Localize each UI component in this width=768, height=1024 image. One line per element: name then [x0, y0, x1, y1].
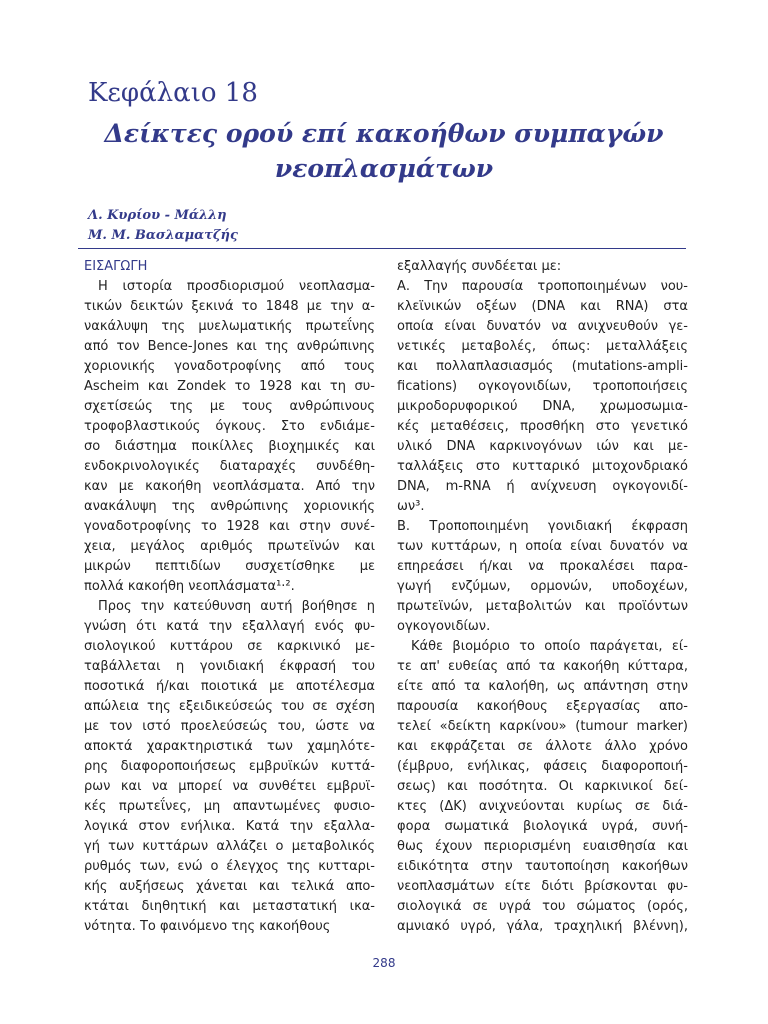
text-line: από τον Bence-Jones και της ανθρώπινης	[84, 339, 375, 354]
text-line: απώλεια της εξειδικεύσεώς του σε σχέση	[84, 699, 375, 714]
text-line: με τον ιστό προελεύσεώς του, ώστε να	[84, 719, 375, 734]
text-line: φορα σωματικά βιολογικά υγρά, συνή-	[397, 819, 688, 834]
text-line: και πολλαπλασιασμός (mutations-ampli-	[397, 359, 688, 374]
right-column-body	[397, 257, 688, 937]
chapter-label: Κεφάλαιο 18	[88, 78, 258, 108]
text-line: γή των κυττάρων αλλάζει ο μεταβολικός	[84, 839, 375, 854]
text-line: Η ιστορία προσδιορισμού νεοπλασμα-	[98, 279, 375, 294]
text-line: σιολογικού κυττάρου σε καρκινικό με-	[84, 639, 375, 654]
text-line: Β. Τροποποιημένη γονιδιακή έκφραση	[397, 519, 688, 534]
text-line: ειδικότητα στην ταυτοποίηση κακοήθων	[397, 859, 688, 874]
text-line: Κάθε βιομόριο το οποίο παράγεται, εί-	[411, 639, 688, 654]
text-line: των κυττάρων, η οποία είναι δυνατόν να	[397, 539, 688, 554]
author: Λ. Κυρίου - Μάλλη	[88, 208, 227, 223]
text-line: κτες (ΔΚ) ανιχνεύονται κυρίως σε διά-	[397, 799, 688, 814]
text-line: fications) ογκογονιδίων, τροποποιήσεις	[397, 379, 688, 394]
text-line: κλεϊνικών οξέων (DNA και RNA) στα	[397, 299, 688, 314]
text-line: σεως) και ποσότητα. Οι καρκινικοί δεί-	[397, 779, 688, 794]
title-line: Δείκτες ορού επί κακοήθων συμπαγών	[104, 119, 664, 148]
text-line: μικρών πεπτιδίων συσχετίσθηκε με	[84, 559, 375, 574]
text-line: γωγή ενζύμων, ορμονών, υποδοχέων,	[397, 579, 688, 594]
header-rule	[78, 248, 686, 249]
text-line: ποσοτικά ή/και ποιοτικά με αποτέλεσμα	[84, 679, 375, 694]
text-line: σιολογικά σε υγρά του σώματος (ορός,	[397, 899, 688, 914]
text-line: αποκτά χαρακτηριστικά των χαμηλότε-	[84, 739, 375, 754]
text-line: (έμβρυο, ενήλικας, φάσεις διαφοροποιή-	[397, 759, 688, 774]
text-line: ογκογονιδίων.	[397, 619, 491, 634]
page-number: 288	[372, 956, 396, 970]
text-line: νότητα. Το φαινόμενο της κακοήθους	[84, 919, 331, 934]
text-line: νακάλυψη της μυελωματικής πρωτεΐνης	[84, 319, 375, 334]
text-line: λογικά στον ενήλικα. Κατά την εξαλλα-	[84, 819, 375, 834]
text-line: σχετίσεώς της με τους ανθρώπινους	[84, 399, 375, 414]
left-column	[84, 257, 375, 937]
text-line: και εκφράζεται σε άλλοτε άλλο χρόνο	[397, 739, 688, 754]
text-line: Ascheim και Zondek το 1928 και τη συ-	[84, 379, 375, 394]
title-line: νεοπλασμάτων	[274, 154, 494, 183]
author: Μ. Μ. Βασλαματζής	[88, 228, 238, 243]
text-line: κτάται διηθητική και μεταστατική ικα-	[84, 899, 375, 914]
right-column	[397, 257, 688, 937]
text-line: εξαλλαγής συνδέεται με:	[397, 259, 562, 274]
text-line: χοριονικής γοναδοτροφίνης από τους	[84, 359, 375, 374]
text-line: νετικές μεταβολές, όπως: μεταλλάξεις	[397, 339, 688, 354]
text-line: πρωτεϊνών, μεταβολιτών και προϊόντων	[397, 599, 688, 614]
section-heading: ΕΙΣΑΓΩΓΗ	[84, 259, 148, 274]
text-line: ρυθμός των, ενώ ο έλεγχος της κυτταρι-	[84, 859, 375, 874]
text-line: ενδοκρινολογικές διαταραχές συνδέθη-	[84, 459, 375, 474]
text-line: τικών δεικτών ξεκινά το 1848 με την α-	[84, 299, 375, 314]
text-line: ων³.	[397, 499, 425, 514]
text-line: είτε από τα καλοήθη, ως απάντηση στην	[397, 679, 688, 694]
text-line: Προς την κατεύθυνση αυτή βοήθησε η	[98, 599, 375, 614]
text-line: χεια, μεγάλος αριθμός πρωτεϊνών και	[84, 539, 375, 554]
text-line: γνώση ότι κατά την εξαλλαγή ενός φυ-	[84, 619, 375, 634]
text-line: θως έχουν περιορισμένη ευαισθησία και	[397, 839, 688, 854]
text-line: κές μεταθέσεις, προσθήκη στο γενετικό	[397, 419, 688, 434]
text-line: επηρεάσει ή/και να προκαλέσει παρα-	[397, 559, 688, 574]
text-line: πολλά κακοήθη νεοπλάσματα¹·².	[84, 579, 295, 594]
text-line: κές πρωτεΐνες, μη απαντωμένες φυσιο-	[84, 799, 375, 814]
text-line: αμνιακό υγρό, γάλα, τραχηλική βλέννη),	[397, 919, 688, 934]
text-line: μικροδορυφορικού DNA, χρωμοσωμια-	[397, 399, 688, 414]
text-line: καν με κακοήθη νεοπλάσματα. Από την	[84, 479, 375, 494]
text-line: οποία είναι δυνατόν να ανιχνευθούν γε-	[397, 319, 688, 334]
text-line: ταλλάξεις στο κυτταρικό μιτοχονδριακό	[397, 459, 688, 474]
text-line: ανακάλυψη της ανθρώπινης χοριονικής	[84, 499, 375, 514]
text-line: τελεί «δείκτη καρκίνου» (tumour marker)	[397, 719, 688, 734]
chapter-title	[88, 116, 680, 186]
text-line: σο διάστημα ποικίλλες βιοχημικές και	[84, 439, 375, 454]
text-line: κής αυξήσεως χάνεται και τελικά απο-	[84, 879, 375, 894]
left-column-body	[84, 277, 375, 937]
text-line: τροφοβλαστικούς όγκους. Στο ενδιάμε-	[84, 419, 375, 434]
authors	[88, 206, 238, 246]
text-line: νεοπλασμάτων είτε διότι βρίσκονται φυ-	[397, 879, 688, 894]
text-line: ρων και να μπορεί να συνθέτει εμβρυϊ-	[84, 779, 375, 794]
text-line: υλικό DNA καρκινογόνων ιών και με-	[397, 439, 688, 454]
text-line: ρης διαφοροποιήσεως εμβρυϊκών κυττά-	[84, 759, 375, 774]
text-line: γοναδοτροφίνης το 1928 και στην συνέ-	[84, 519, 375, 534]
text-line: τε απ' ευθείας από τα κακοήθη κύτταρα,	[397, 659, 688, 674]
text-line: Α. Την παρουσία τροποποιημένων νου-	[397, 279, 688, 294]
text-line: DNA, m-RNA ή ανίχνευση ογκογονιδί-	[397, 479, 688, 494]
text-line: παρουσία κακοήθους εξεργασίας απο-	[397, 699, 688, 714]
text-line: ταβάλλεται η γονιδιακή έκφρασή του	[84, 659, 375, 674]
